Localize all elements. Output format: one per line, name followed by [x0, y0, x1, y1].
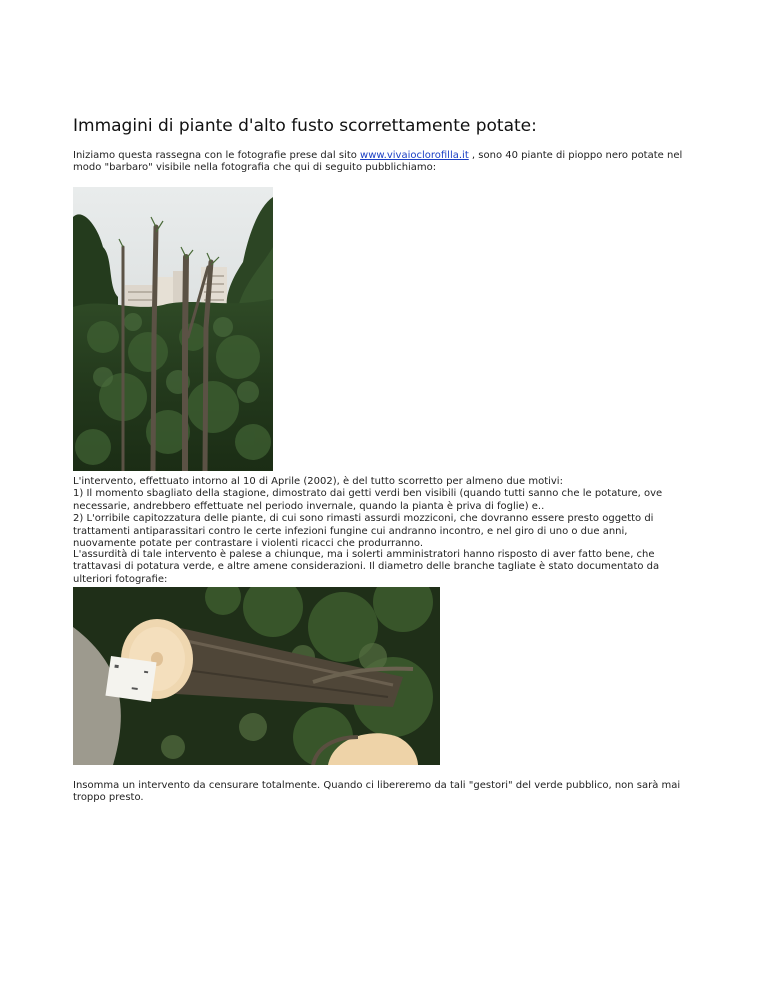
cut-branches-photo	[73, 587, 440, 765]
intro-text-after: , sono 40 piante di pioppo nero potate nel modo "barbaro" visibile nella fotografia che qui di seguito pubblichiamo:	[73, 150, 683, 174]
intro-paragraph	[73, 150, 693, 175]
motivo-2: 2) L'orribile capitozzatura delle piante, di cui sono rimasti assurdi mozziconi, che dovranno essere presto oggetto di trattamenti antiparassitari contro le certe infezioni fungine cui andranno incontro, e nel giro di uno o due anni, nuovamente potate per contrastare i violenti ricacci che produrranno.	[73, 513, 654, 550]
conclusione-paragraph: Insomma un intervento da censurare totalmente. Quando ci libereremo da tali "gestori" del verde pubblico, non sarà mai troppo presto.	[73, 780, 681, 804]
vivaio-link[interactable]: www.vivaioclorofilla.it	[360, 150, 469, 161]
pruned-poplars-photo	[73, 187, 273, 471]
page-title: Immagini di piante d'alto fusto scorrettamente potate:	[73, 116, 537, 136]
motivi-paragraph	[73, 476, 693, 550]
motivi-intro: L'intervento, effettuato intorno al 10 di Aprile (2002), è del tutto scorretto per almeno due motivi:	[73, 476, 563, 487]
intro-text-before: Iniziamo questa rassegna con le fotografie prese dal sito	[73, 150, 361, 161]
assurdita-paragraph: L'assurdità di tale intervento è palese a chiunque, ma i solerti amministratori hanno risposto di aver fatto bene, che trattavasi di potatura verde, e altre amene considerazioni. Il diametro delle branche tagliate è stato documentato da ulteriori fotografie:	[73, 549, 660, 585]
motivo-1: 1) Il momento sbagliato della stagione, dimostrato dai getti verdi ben visibili (quando tutti sanno che le potature, ove necessarie, andrebbero effettuate nel periodo invernale, quando la pianta è priva di foglie) e..	[73, 488, 663, 512]
